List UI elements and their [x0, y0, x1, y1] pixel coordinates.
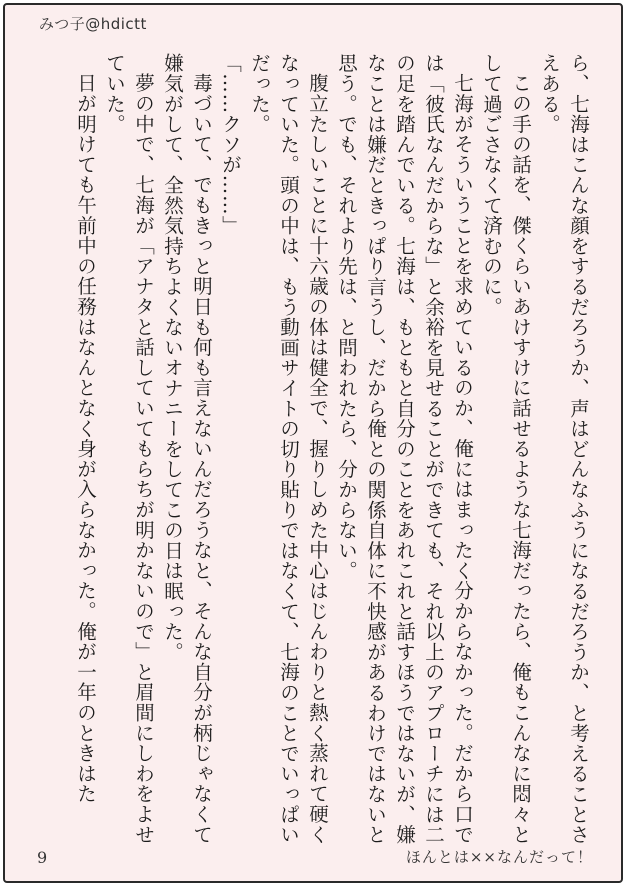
- manuscript-page: [3, 3, 623, 883]
- paragraph: 日が明けても午前中の任務はなんとなく身が入らなかった。俺が一年のときはた: [74, 72, 97, 804]
- paragraph: 夢の中で、七海が「アナタと話していてもらちが明かないので」と眉間にしわをよせていた。: [103, 53, 155, 844]
- dialogue-line: 「……クソが……」: [219, 53, 242, 236]
- author-handle: みつ子@hdictt: [39, 15, 147, 33]
- chapter-title: ほんとは××なんだって！: [405, 848, 593, 866]
- paragraph: この手の話を、傑くらいあけすけに話せるような七海だったら、俺もこんなに悶々として過ごさなくて済むのに。: [480, 53, 532, 844]
- page-number: 9: [37, 848, 48, 867]
- body-text: [71, 53, 593, 853]
- paragraph: 腹立たしいことに十六歳の体は健全で、握りしめた中心はじんわりと熱く蒸れて硬くなっていた。頭の中は、もう動画サイトの切り貼りではなくて、七海のことでいっぱいだった。: [248, 53, 329, 845]
- paragraph: 毒づいて、でもきっと明日も何も言えないんだろうなと、そんな自分が柄じゃなくて嫌気がして、全然気持ちよくないオナニーをしてこの日は眠った。: [161, 53, 213, 844]
- paragraph: ら、七海はこんな顔をするだろうか、声はどんなふうになるだろうか、と考えることさえある。: [538, 53, 590, 845]
- paragraph: 七海がそういうことを求めているのか、俺にはまったく分からなかった。だから口では「彼氏なんだからな」と余裕を見せることができても、それ以上のアプローチには二の足を踏んでいる。七海は、もともと自分のことをあれこれと話すほうではないが、嫌なことは嫌だときっぱり言うし、だから俺との関係自体に不快感があるわけではないと思う。でも、それより先は、と問われたら、分からない。: [335, 53, 474, 845]
